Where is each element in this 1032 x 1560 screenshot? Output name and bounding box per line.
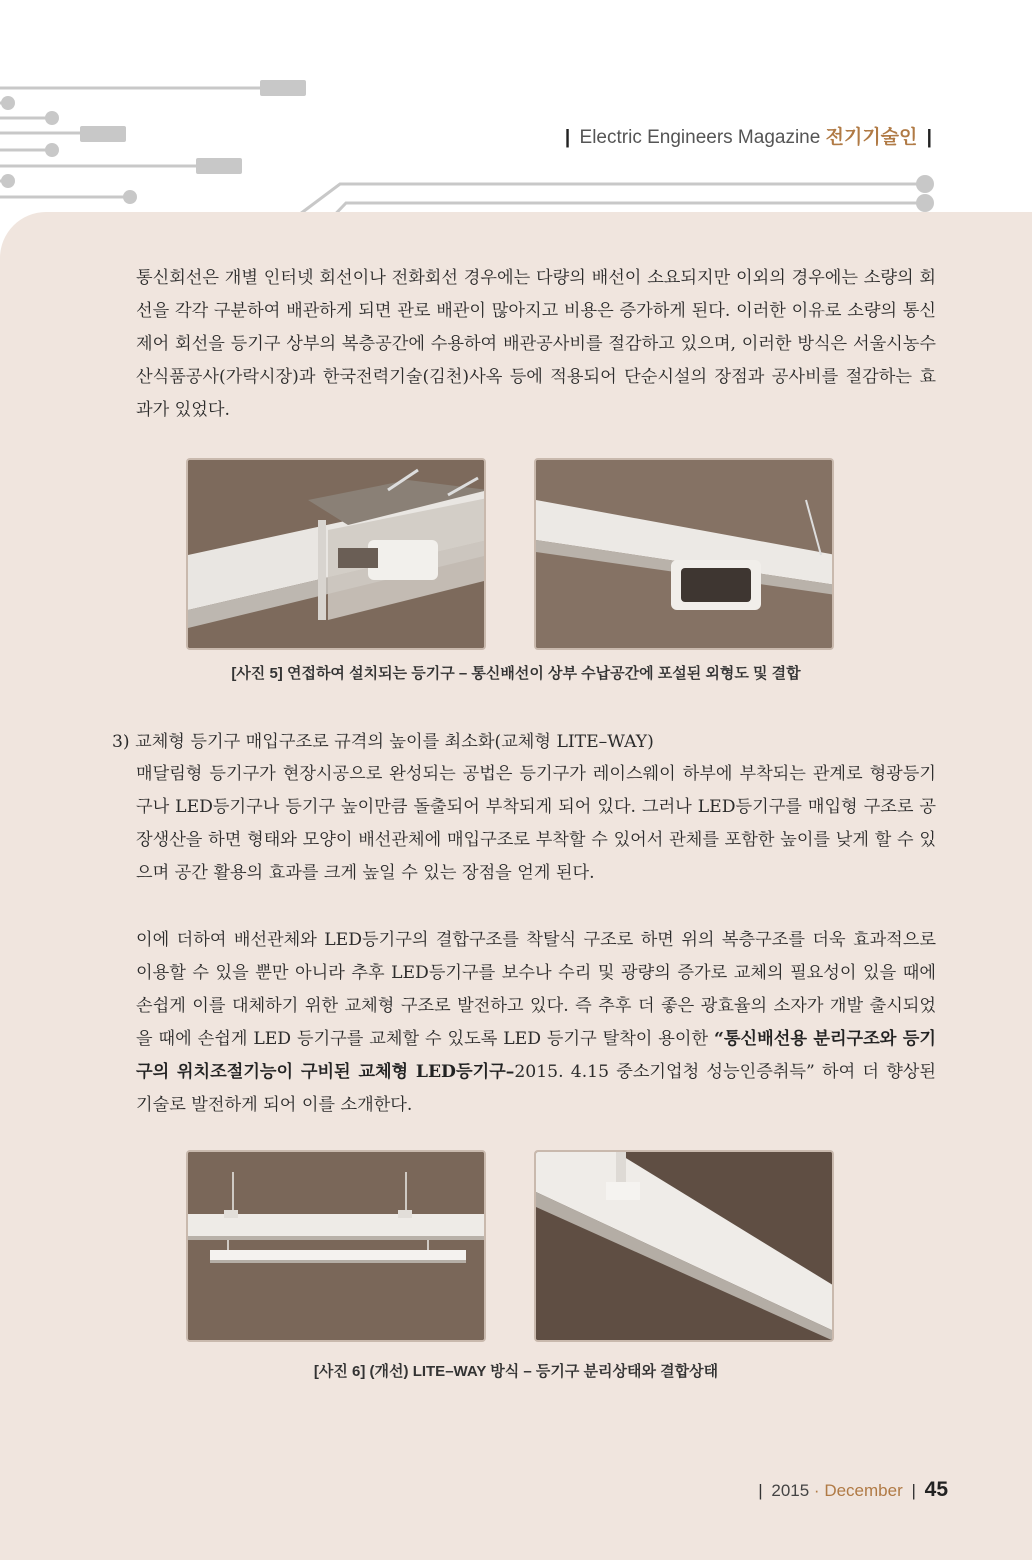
footer-month: December	[824, 1481, 903, 1500]
page-number: 45	[924, 1478, 948, 1501]
photo-6-left-separated-state	[186, 1150, 486, 1342]
footer-dot: ·	[813, 1481, 820, 1500]
paragraph-replaceable-structure	[136, 924, 936, 1122]
paragraph-replaceable-text-b: 2015. 4.15 중소기업청 성능인증취득” 하여 더 향상된 기술로 발전하게 되어 이를 소개한다.	[136, 1062, 937, 1115]
header-bar-right: |	[926, 127, 932, 148]
magazine-header	[561, 122, 936, 149]
page-footer	[754, 1478, 948, 1502]
footer-year: 2015	[771, 1481, 810, 1500]
circuit-line-decoration	[0, 0, 1032, 230]
header-bar-left: |	[564, 127, 571, 148]
paragraph-replaceable-text-a: 이에 더하여 배선관체와 LED등기구의 결합구조를 착탈식 구조로 하면 위의 복층구조를 더욱 효과적으로 이용할 수 있을 뿐만 아니라 추후 LED등기구를 보수나 수리 및 광량의 증가로 교체의 필요성이 있을 때에 손쉽게 이를 대체하기 위한 교체형 구조로 발전하고 있다. 즉 추후 더 좋은 광효율의 소자가 개발 출시되었을 때에 손쉽게 LED 등기구를 교체할 수 있도록 LED 등기구 탈착이 용이한	[136, 930, 936, 1049]
photo-6-right-combined-state	[534, 1150, 834, 1342]
photo-5-left-fixture-cross-section	[186, 458, 486, 650]
paragraph-communication-lines: 통신회선은 개별 인터넷 회선이나 전화회선 경우에는 다량의 배선이 소요되지만 이외의 경우에는 소량의 회선을 각각 구분하여 배관하게 되면 관로 배관이 많아지고 비용은 증가하게 된다. 이러한 이유로 소량의 통신제어 회선을 등기구 상부의 복층공간에 수용하여 배관공사비를 절감하고 있으며, 이러한 방식은 서울시농수산식품공사(가락시장)과 한국전력기술(김천)사옥 등에 적용되어 단순시설의 장점과 공사비를 절감하는 효과가 있었다.	[136, 268, 936, 420]
footer-bar-left: |	[758, 1481, 763, 1500]
footer-bar-mid: |	[911, 1481, 916, 1500]
paragraph-replaceable-highlight: “통신배선용 분리구조와 등기구의 위치조절기능이 구비된 교체형 LED등기구–	[136, 1029, 936, 1082]
magazine-title-kr: 전기기술인	[825, 127, 918, 148]
photo-5-right-fixture-underside	[534, 458, 834, 650]
photo-6-caption: [사진 6] (개선) LITE–WAY 방식 – 등기구 분리상태와 결합상태	[313, 1363, 719, 1380]
magazine-title-en: Electric Engineers Magazine	[579, 127, 821, 148]
paragraph-pendant-fixture: 매달림형 등기구가 현장시공으로 완성되는 공법은 등기구가 레이스웨이 하부에 부착되는 관계로 형광등기구나 LED등기구나 등기구 높이만큼 돌출되어 부착되게 되어 있다. 그러나 LED등기구를 매입형 구조로 공장생산을 하면 형태와 모양이 배선관체에 매입구조로 부착할 수 있어서 관체를 포함한 높이를 낮게 할 수 있으며 공간 활용의 효과를 크게 높일 수 있는 장점을 얻게 된다.	[136, 764, 936, 883]
section-3-title: 3) 교체형 등기구 매입구조로 규격의 높이를 최소화(교체형 LITE–WAY)	[112, 732, 654, 752]
photo-5-caption: [사진 5] 연접하여 설치되는 등기구 – 통신배선이 상부 수납공간에 포설된 외형도 및 결합	[231, 665, 801, 682]
